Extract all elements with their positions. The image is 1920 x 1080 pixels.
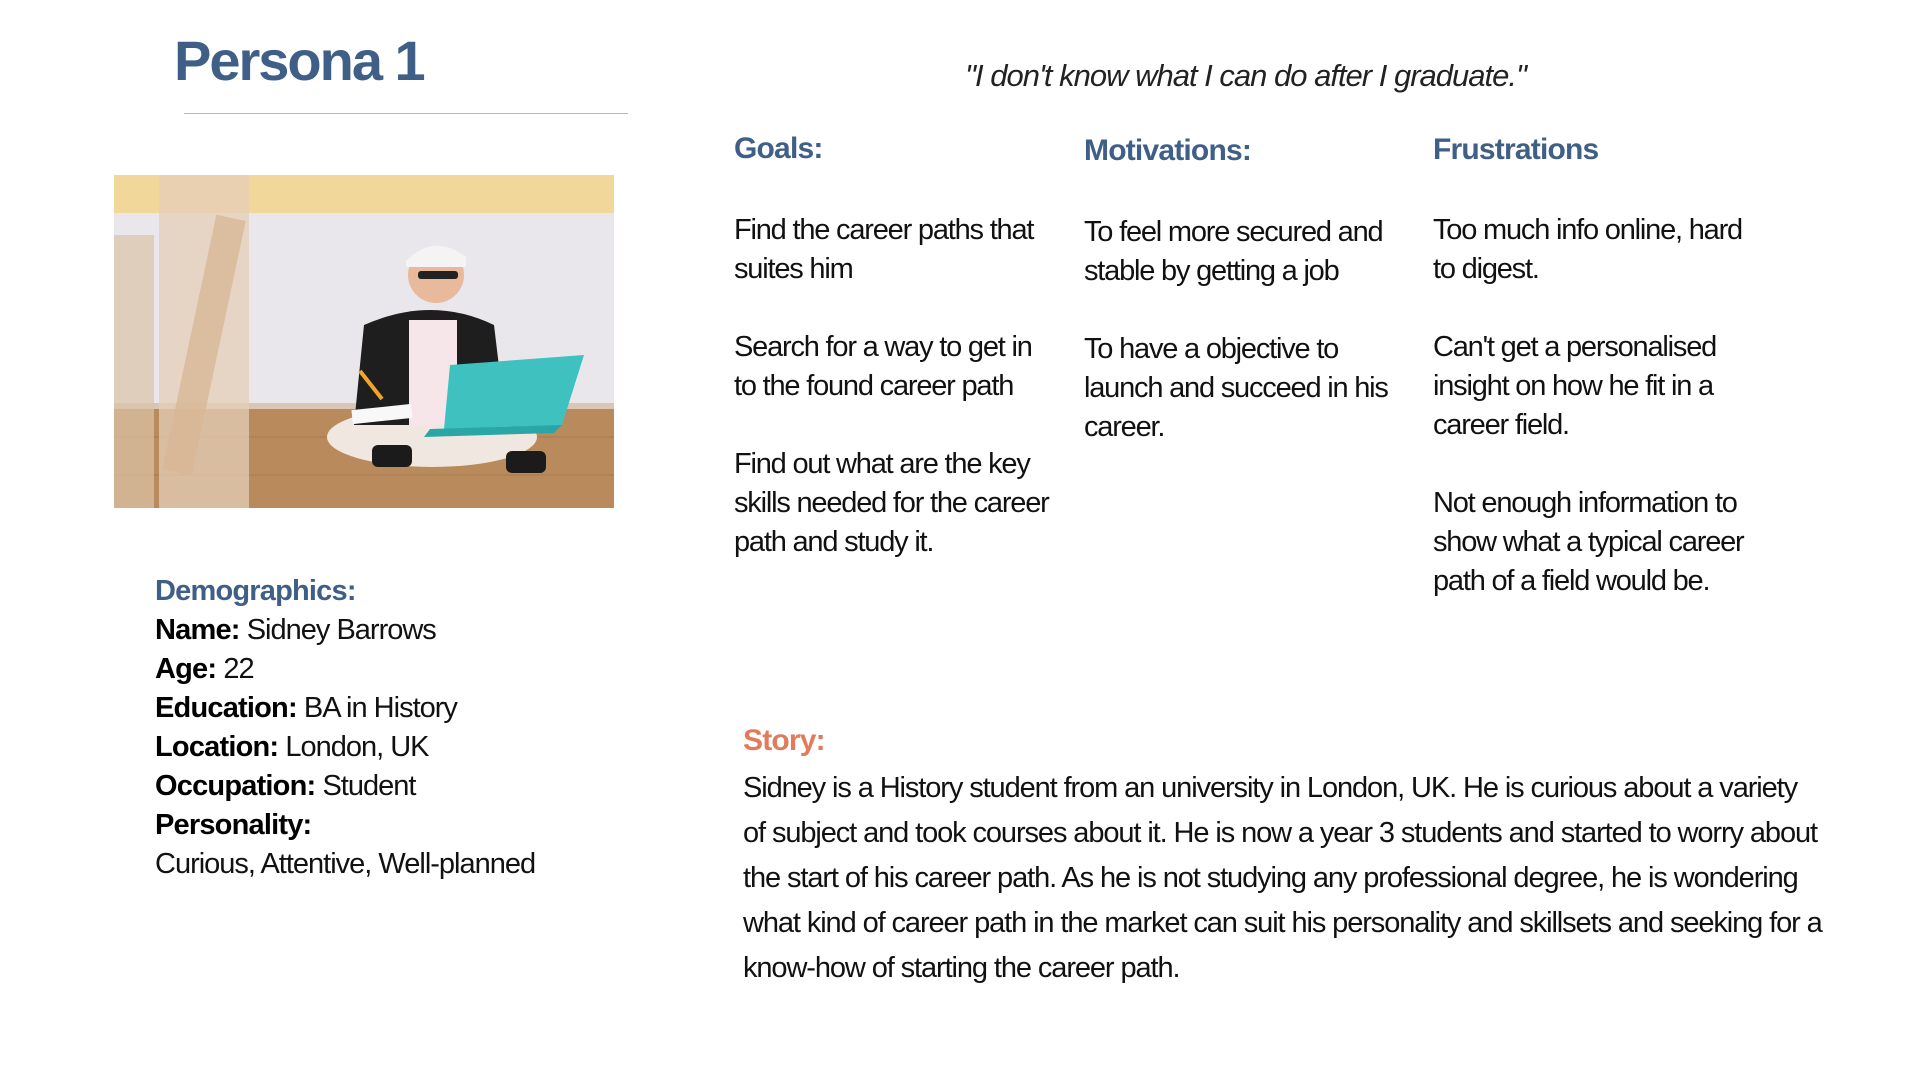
- education-label: Education:: [155, 692, 297, 724]
- story-heading: Story:: [743, 724, 825, 757]
- goal-item: Find the career paths that suites him: [734, 214, 1034, 285]
- story-text: Sidney is a History student from an university in London, UK. He is curious about a variety of subject and took courses about it. He is now a year 3 students and started to worry about the start of his career path. As he is not studying any professional degree, he is wondering what kind of career path in the market can suit his personality and skillsets and seeking for a know-how of starting the career path.: [743, 772, 1822, 984]
- goals-heading: Goals:: [734, 132, 823, 165]
- persona-photo: [114, 175, 614, 508]
- motivation-item: To feel more secured and stable by getting a job: [1084, 216, 1383, 287]
- occupation-value: Student: [322, 770, 416, 802]
- demo-education-row: [155, 689, 535, 728]
- name-value: Sidney Barrows: [246, 614, 436, 646]
- name-label: Name:: [155, 614, 240, 646]
- demo-name-row: [155, 611, 535, 650]
- location-label: Location:: [155, 731, 279, 763]
- page-title: Persona 1: [174, 29, 424, 92]
- demo-personality-row: [155, 806, 535, 845]
- personality-label: Personality:: [155, 809, 312, 841]
- frustration-item: Can't get a personalised insight on how he fit in a career field.: [1433, 331, 1717, 441]
- demo-location-row: [155, 728, 535, 767]
- title-divider: [184, 113, 628, 114]
- demo-age-row: [155, 650, 535, 689]
- persona-quote: "I don't know what I can do after I graduate.": [965, 58, 1526, 93]
- goal-item: Search for a way to get in to the found career path: [734, 331, 1032, 402]
- age-label: Age:: [155, 653, 217, 685]
- demo-occupation-row: [155, 767, 535, 806]
- occupation-label: Occupation:: [155, 770, 316, 802]
- location-value: London, UK: [285, 731, 429, 763]
- goal-item: Find out what are the key skills needed for the career path and study it.: [734, 448, 1049, 558]
- goals-list: [734, 211, 1054, 601]
- personality-value: Curious, Attentive, Well-planned: [155, 848, 536, 880]
- motivations-heading: Motivations:: [1084, 134, 1252, 167]
- motivations-list: [1084, 213, 1404, 486]
- frustration-item: Not enough information to show what a typical career path of a field would be.: [1433, 487, 1744, 597]
- frustrations-list: [1433, 211, 1763, 640]
- education-value: BA in History: [303, 692, 457, 724]
- age-value: 22: [223, 653, 254, 685]
- demographics-block: [155, 572, 535, 884]
- frustration-item: Too much info online, hard to digest.: [1433, 214, 1742, 285]
- demographics-heading: Demographics:: [155, 575, 356, 607]
- frustrations-heading: Frustrations: [1433, 133, 1599, 166]
- motivation-item: To have a objective to launch and succeed in his career.: [1084, 333, 1388, 443]
